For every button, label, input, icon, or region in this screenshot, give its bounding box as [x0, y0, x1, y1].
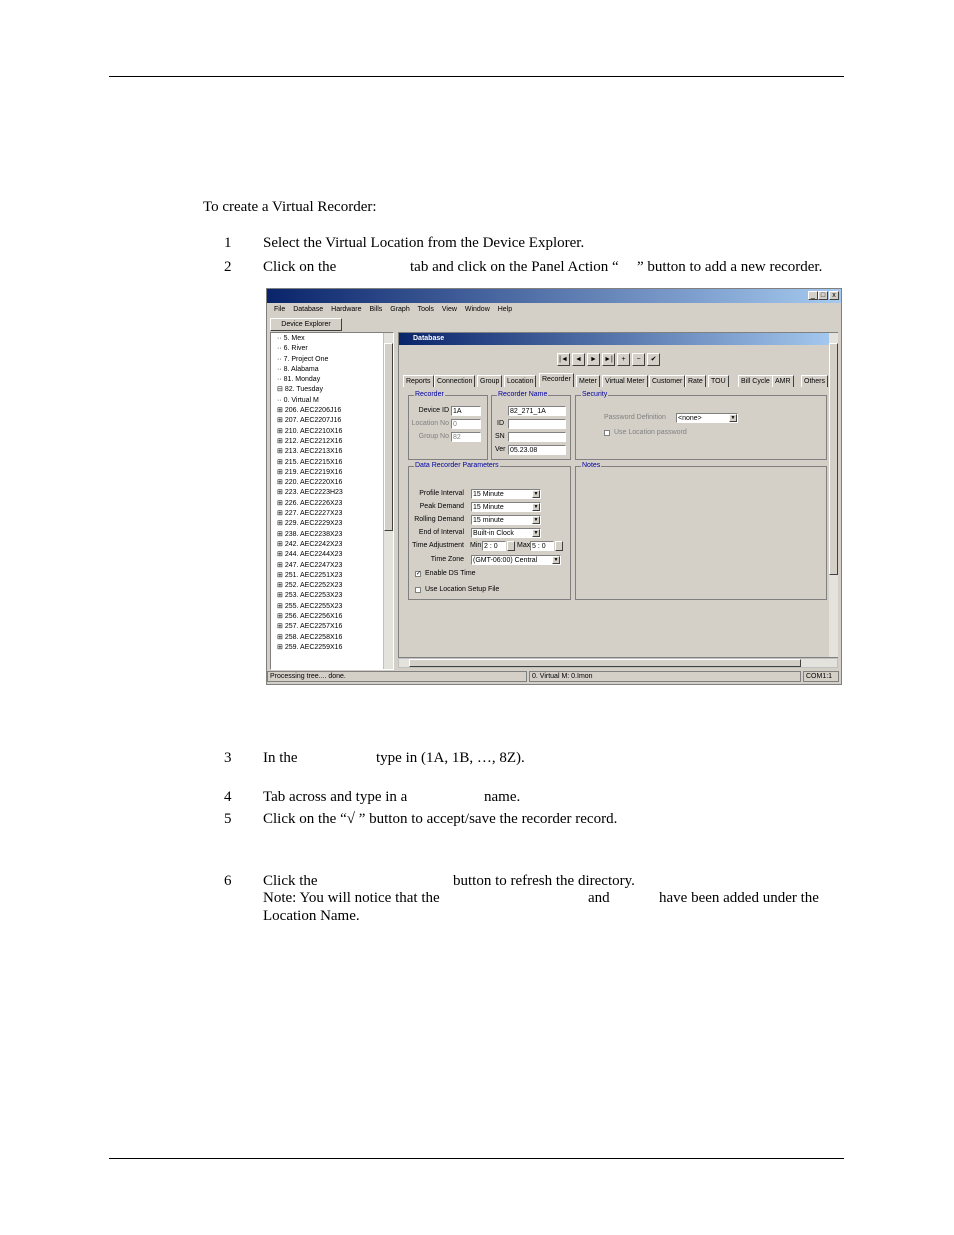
tree-item-label: 206. AEC2206J16 — [284, 407, 342, 415]
device-explorer-button[interactable]: Device Explorer — [270, 318, 342, 331]
expand-icon: ⊞ — [277, 448, 285, 456]
menu-help[interactable]: Help — [497, 306, 513, 313]
tree-item[interactable] — [277, 355, 343, 365]
recorder-name-group-title: Recorder Name — [498, 391, 548, 398]
tree-branch-icon: ⊟ — [277, 386, 285, 394]
status-right-text: COM1:1 — [806, 673, 833, 680]
tree-item[interactable] — [277, 406, 343, 416]
status-mid — [529, 671, 801, 682]
tree-item[interactable] — [277, 519, 343, 529]
id-field[interactable] — [508, 419, 566, 429]
group-no-label: Group No — [418, 433, 449, 440]
step-4-text-b: name. — [484, 789, 521, 805]
profile-interval-value: 15 Minute — [473, 491, 504, 498]
tree-item-label: 227. AEC2227X23 — [284, 510, 343, 518]
tree-item[interactable] — [277, 622, 343, 632]
max-field[interactable]: 5 : 0 — [530, 541, 554, 551]
tree-item-label: 247. AEC2247X23 — [284, 561, 343, 569]
end-of-interval-select[interactable] — [471, 528, 541, 538]
tree-item[interactable] — [277, 458, 343, 468]
id-label: ID — [497, 420, 504, 427]
tree-item-label: 256. AEC2256X16 — [284, 613, 343, 621]
expand-icon: ⊞ — [277, 458, 285, 466]
tree-item-label: 244. AEC2244X23 — [284, 551, 343, 559]
expand-icon: ⊞ — [277, 613, 285, 621]
tab-strip — [403, 375, 833, 387]
tab-recorder[interactable]: Recorder — [539, 373, 574, 387]
tree-branch-icon: ·· — [277, 396, 284, 404]
rolling-demand-label: Rolling Demand — [414, 516, 464, 523]
expand-icon: ⊞ — [277, 592, 285, 600]
app-screenshot — [266, 288, 842, 685]
menu-bar — [274, 305, 518, 315]
tree-branch-icon: ·· — [277, 335, 284, 342]
add-record-button[interactable]: + — [617, 353, 630, 366]
tree-item[interactable] — [277, 427, 343, 437]
device-id-label: Device ID — [418, 407, 449, 414]
tree-item-label: 220. AEC2220X16 — [284, 479, 343, 487]
security-group-title: Security — [582, 391, 608, 398]
tree-item[interactable] — [277, 602, 343, 612]
use-location-setup-checkbox[interactable] — [415, 587, 421, 593]
min-field[interactable]: 2 : 0 — [482, 541, 506, 551]
status-bar — [267, 671, 841, 683]
status-left — [267, 671, 527, 682]
tab-location[interactable]: Location — [504, 375, 536, 387]
tree-item-label: 242. AEC2242X23 — [284, 540, 343, 548]
tree-scroll-thumb[interactable] — [384, 343, 393, 531]
status-right — [803, 671, 839, 682]
expand-icon: ⊞ — [277, 479, 285, 487]
database-scrollbar[interactable] — [829, 333, 838, 657]
tree-item[interactable] — [277, 499, 343, 509]
expand-icon: ⊞ — [277, 468, 285, 476]
tree-item[interactable] — [277, 344, 343, 354]
min-label: Min — [470, 542, 482, 549]
expand-icon: ⊞ — [277, 540, 285, 548]
min-spinner[interactable] — [507, 541, 515, 551]
enable-ds-time-checkbox[interactable]: ✓ — [416, 571, 422, 577]
app-titlebar — [267, 289, 841, 303]
expand-icon: ⊞ — [277, 499, 285, 507]
notes-group-title: Notes — [582, 462, 601, 469]
close-icon[interactable]: x — [829, 291, 839, 300]
step-3-text-b: type in (1A, 1B, …, 8Z). — [376, 750, 525, 766]
minimize-icon[interactable]: _ — [808, 291, 818, 300]
time-zone-label: Time Zone — [430, 556, 464, 563]
time-zone-select[interactable] — [471, 555, 561, 565]
expand-icon: ⊞ — [277, 510, 285, 518]
recorder-group-title: Recorder — [415, 391, 444, 398]
step-4-number: 4 — [224, 789, 232, 805]
tree-item-label: 252. AEC2252X23 — [284, 582, 343, 590]
profile-interval-select[interactable] — [471, 489, 541, 499]
tree-item-label: 215. AEC2215X16 — [284, 458, 343, 466]
tree-item-label: 223. AEC2223H23 — [284, 489, 343, 497]
intro-text: To create a Virtual Recorder: — [203, 199, 377, 215]
expand-icon: ⊞ — [277, 520, 285, 528]
time-adjustment-label: Time Adjustment — [412, 542, 464, 549]
enable-ds-time-label: Enable DS Time — [425, 570, 476, 577]
location-no-label: Location No — [411, 420, 449, 427]
step-3-number: 3 — [224, 750, 232, 766]
tab-others[interactable]: Others — [801, 375, 828, 387]
step-6-note-b: and — [588, 890, 610, 906]
tree-item[interactable] — [277, 396, 343, 406]
tree-item[interactable] — [277, 530, 343, 540]
tree-item-label: 257. AEC2257X16 — [284, 623, 343, 631]
tree-item[interactable] — [277, 375, 343, 385]
step-2-text-a: Click on the — [263, 259, 337, 275]
tree-item[interactable] — [277, 437, 343, 447]
tree-item[interactable] — [277, 468, 343, 478]
tab-amr[interactable]: AMR — [772, 375, 794, 387]
expand-icon: ⊞ — [277, 643, 285, 651]
tab-meter[interactable]: Meter — [576, 375, 600, 387]
notes-group — [575, 462, 827, 600]
expand-icon: ⊞ — [277, 571, 285, 579]
tree-item[interactable] — [277, 612, 343, 622]
max-label: Max — [517, 542, 531, 549]
tree-item-label: 7. Project One — [283, 355, 329, 363]
rolling-demand-select[interactable] — [471, 515, 541, 525]
tab-rate[interactable]: Rate — [685, 375, 706, 387]
tree-item[interactable] — [277, 643, 343, 653]
tree-item-label: 82. Tuesday — [284, 386, 323, 394]
database-titlebar — [399, 333, 837, 345]
tree-item[interactable] — [277, 633, 343, 643]
recorder-name-field[interactable]: 82_271_1A — [508, 406, 566, 416]
database-nav — [557, 353, 667, 366]
expand-icon: ⊞ — [277, 551, 285, 559]
expand-icon: ⊞ — [277, 602, 285, 610]
step-6-text-a: Click the — [263, 873, 318, 889]
delete-record-button[interactable]: − — [632, 353, 645, 366]
expand-icon: ⊞ — [277, 561, 285, 569]
expand-icon: ⊞ — [277, 582, 285, 590]
next-record-button[interactable]: ► — [587, 353, 600, 366]
tree-item-label: 210. AEC2210X16 — [284, 427, 343, 435]
sn-label: SN — [495, 433, 505, 440]
tree-item-label: 8. Alabama — [283, 365, 319, 373]
location-no-field: 0 — [451, 419, 481, 429]
tree-item-label: 226. AEC2226X23 — [284, 499, 343, 507]
menu-graph[interactable]: Graph — [390, 306, 410, 313]
sn-field[interactable] — [508, 432, 566, 442]
tab-customer[interactable]: Customer — [649, 375, 685, 387]
first-record-button[interactable]: |◄ — [557, 353, 570, 366]
expand-icon: ⊞ — [277, 427, 285, 435]
peak-demand-label: Peak Demand — [419, 503, 464, 510]
step-5-text: Click on the “√ ” button to accept/save the recorder record. — [263, 811, 618, 827]
menu-view[interactable]: View — [441, 306, 457, 313]
menu-tools[interactable]: Tools — [417, 306, 434, 313]
step-1-number: 1 — [224, 235, 232, 251]
tree-item-label: 0. Virtual M — [283, 396, 319, 404]
tree-item[interactable] — [277, 571, 343, 581]
tree-item-label: 229. AEC2229X23 — [284, 520, 343, 528]
end-of-interval-label: End of Interval — [418, 529, 464, 536]
chevron-down-icon: ▼ — [533, 530, 539, 536]
tree-branch-icon: ·· — [277, 345, 284, 353]
expand-icon: ⊞ — [277, 489, 285, 497]
max-spinner[interactable] — [555, 541, 563, 551]
step-3-text-a: In the — [263, 750, 298, 766]
drp-group-title: Data Recorder Parameters — [415, 462, 499, 469]
database-scroll-thumb[interactable] — [829, 343, 838, 575]
tree-item-label: 238. AEC2238X23 — [284, 530, 343, 538]
tree-item[interactable] — [277, 591, 343, 601]
tree-branch-icon: ·· — [277, 355, 284, 363]
use-location-password-checkbox[interactable] — [604, 430, 610, 436]
tree-item[interactable] — [277, 447, 343, 457]
step-2-text-b: tab and click on the Panel Action “ — [410, 259, 619, 275]
expand-icon: ⊞ — [277, 623, 285, 631]
password-definition-value: <none> — [678, 415, 702, 422]
device-tree — [270, 332, 394, 670]
menu-window[interactable]: Window — [464, 306, 490, 313]
menu-file[interactable]: File — [274, 306, 286, 313]
tree-item-label: 259. AEC2259X16 — [284, 643, 343, 651]
step-4-text-a: Tab across and type in a — [263, 789, 408, 805]
last-record-button[interactable]: ►| — [602, 353, 615, 366]
tree-item[interactable] — [277, 478, 343, 488]
tab-bill-cycle[interactable]: Bill Cycle — [738, 375, 773, 387]
tab-reports[interactable]: Reports — [403, 375, 434, 387]
tree-scrollbar[interactable] — [383, 333, 393, 669]
password-definition-select[interactable] — [676, 413, 738, 423]
data-recorder-parameters-group — [408, 462, 571, 600]
chevron-down-icon: ▼ — [533, 491, 539, 497]
chevron-down-icon: ▼ — [553, 557, 559, 563]
tree-item[interactable] — [277, 334, 343, 344]
maximize-icon[interactable]: □ — [818, 291, 828, 300]
tree-item[interactable] — [277, 416, 343, 426]
tree-item-label: 213. AEC2213X16 — [284, 448, 343, 456]
database-window — [398, 332, 838, 658]
tree-item[interactable] — [277, 581, 343, 591]
tree-item-label: 6. River — [283, 345, 308, 353]
tab-connection[interactable]: Connection — [434, 375, 475, 387]
use-location-setup-label: Use Location Setup File — [425, 586, 500, 593]
expand-icon: ⊞ — [277, 417, 285, 425]
tree-item-label: 253. AEC2253X23 — [284, 592, 343, 600]
step-2-number: 2 — [224, 259, 232, 275]
tree-item[interactable] — [277, 365, 343, 375]
tab-virtual-meter[interactable]: Virtual Meter — [602, 375, 648, 387]
step-1-text: Select the Virtual Location from the Device Explorer. — [263, 235, 585, 251]
tab-tou[interactable]: TOU — [708, 375, 729, 387]
menu-bills[interactable]: Bills — [369, 306, 383, 313]
tree-item-label: 5. Mex — [283, 335, 305, 342]
tree-item[interactable] — [277, 540, 343, 550]
use-location-password-label: Use Location password — [614, 429, 687, 436]
time-zone-value: (GMT-06:00) Central — [473, 557, 538, 564]
status-mid-text: 0. Virtual M: 0.Imon — [532, 673, 593, 680]
horizontal-scroll-thumb[interactable] — [409, 659, 801, 667]
tree-item-label: 212. AEC2212X16 — [284, 437, 343, 445]
expand-icon: ⊞ — [277, 407, 285, 415]
tree-item-label: 207. AEC2207J16 — [284, 417, 342, 425]
tree-item[interactable] — [277, 488, 343, 498]
tree-item-label: 258. AEC2258X16 — [284, 633, 343, 641]
peak-demand-value: 15 Minute — [473, 504, 504, 511]
ver-field[interactable]: 05.23.08 — [508, 445, 566, 455]
password-definition-label: Password Definition — [604, 414, 666, 421]
profile-interval-label: Profile Interval — [419, 490, 464, 497]
footer-rule — [109, 1158, 844, 1159]
horizontal-scrollbar[interactable] — [398, 658, 838, 668]
step-6-note-a: Note: You will notice that the — [263, 890, 440, 906]
expand-icon: ⊞ — [277, 437, 285, 445]
expand-icon: ⊞ — [277, 633, 285, 641]
device-id-field[interactable]: 1A — [451, 406, 481, 416]
chevron-down-icon: ▼ — [533, 517, 539, 523]
tree-item-label: 81. Monday — [283, 376, 321, 384]
rolling-demand-value: 15 minute — [473, 517, 504, 524]
header-rule — [109, 76, 844, 77]
tree-item-label: 255. AEC2255X23 — [284, 602, 343, 610]
security-group — [575, 391, 827, 460]
step-6-text-b: button to refresh the directory. — [453, 873, 635, 889]
group-no-field: 82 — [451, 432, 481, 442]
step-2-text-c: ” button to add a new recorder. — [637, 259, 823, 275]
status-left-text: Processing tree.... done. — [270, 673, 346, 680]
chevron-down-icon: ▼ — [730, 415, 736, 421]
recorder-group — [408, 391, 488, 460]
tab-group[interactable]: Group — [477, 375, 502, 387]
peak-demand-select[interactable] — [471, 502, 541, 512]
tree-item[interactable] — [277, 550, 343, 560]
step-6-note-c: have been added under the — [659, 890, 819, 906]
recorder-name-group — [491, 391, 571, 460]
chevron-down-icon: ▼ — [533, 504, 539, 510]
database-title: Database — [413, 335, 445, 342]
step-6-note-d: Location Name. — [263, 908, 360, 924]
tree-item[interactable] — [277, 385, 343, 395]
tree-item[interactable] — [277, 561, 343, 571]
step-5-number: 5 — [224, 811, 232, 827]
tree-item[interactable] — [277, 509, 343, 519]
menu-database[interactable]: Database — [293, 306, 324, 313]
tree-item-label: 251. AEC2251X23 — [284, 571, 343, 579]
accept-record-button[interactable]: ✔ — [647, 353, 660, 366]
tree-item-label: 219. AEC2219X16 — [284, 468, 343, 476]
prev-record-button[interactable]: ◄ — [572, 353, 585, 366]
menu-hardware[interactable]: Hardware — [331, 306, 362, 313]
tree-branch-icon: ·· — [277, 376, 284, 384]
ver-label: Ver — [495, 446, 506, 453]
tree-branch-icon: ·· — [277, 365, 284, 373]
expand-icon: ⊞ — [277, 530, 285, 538]
end-of-interval-value: Built-in Clock — [473, 530, 514, 537]
step-6-number: 6 — [224, 873, 232, 889]
